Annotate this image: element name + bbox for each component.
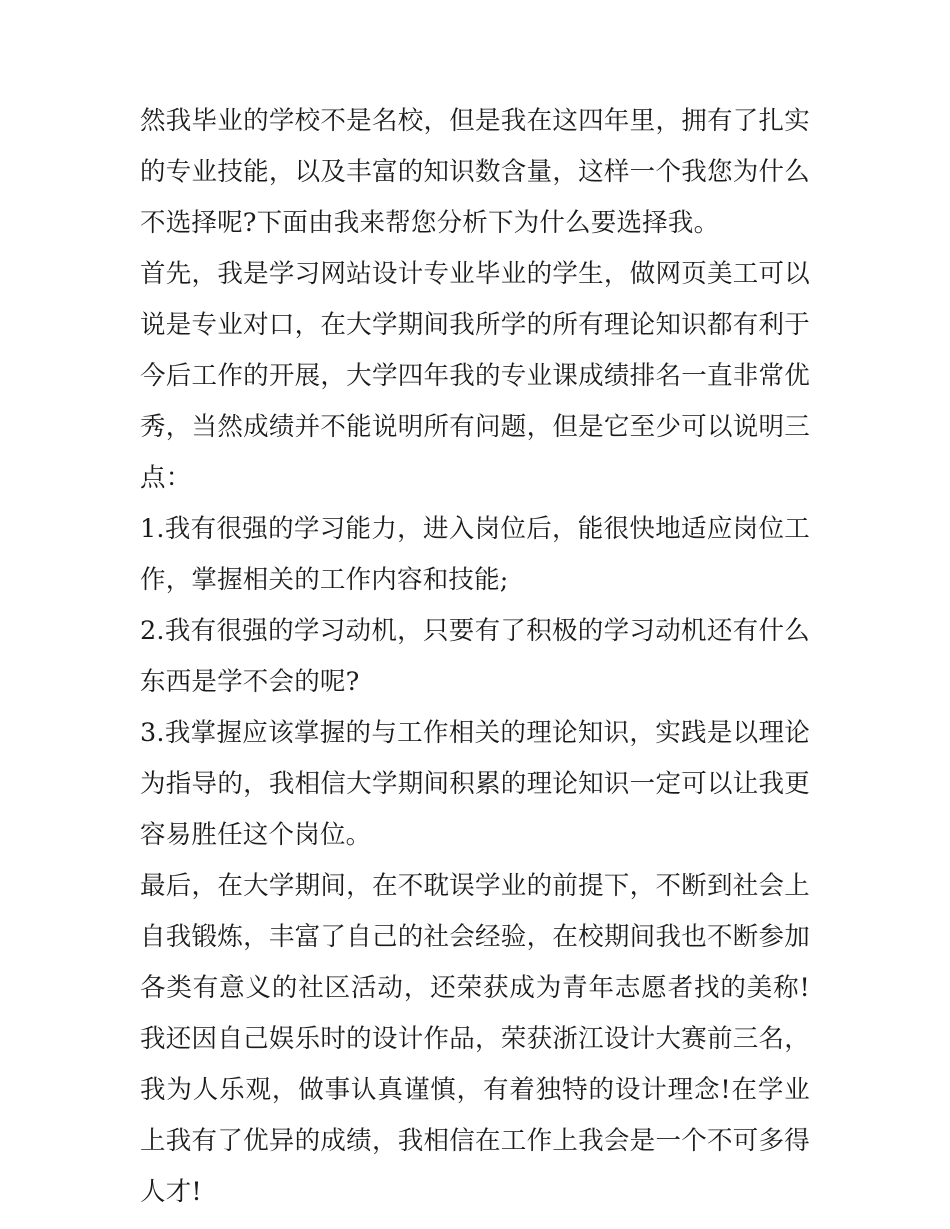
paragraph-1: 然我毕业的学校不是名校，但是我在这四年里，拥有了扎实的专业技能，以及丰富的知识数含量，这样一个我您为什么不选择呢?下面由我来帮您分析下为什么要选择我。	[140, 106, 810, 238]
document-body	[140, 96, 810, 1218]
paragraph-6: 最后，在大学期间，在不耽误学业的前提下，不断到社会上自我锻炼，丰富了自己的社会经验，在校期间我也不断参加各类有意义的社区活动，还荣获成为青年志愿者找的美称!我还因自己娱乐时的设计作品，荣获浙江设计大赛前三名，我为人乐观，做事认真谨慎，有着独特的设计理念!在学业上我有了优异的成绩，我相信在工作上我会是一个不可多得人才!	[140, 871, 810, 1207]
paragraph-2: 首先，我是学习网站设计专业毕业的学生，做网页美工可以说是专业对口，在大学期间我所学的所有理论知识都有利于今后工作的开展，大学四年我的专业课成绩排名一直非常优秀，当然成绩并不能说明所有问题，但是它至少可以说明三点：	[140, 259, 810, 493]
paragraph-5: 3.我掌握应该掌握的与工作相关的理论知识，实践是以理论为指导的，我相信大学期间积累的理论知识一定可以让我更容易胜任这个岗位。	[140, 718, 810, 850]
paragraph-3: 1.我有很强的学习能力，进入岗位后，能很快地适应岗位工作，掌握相关的工作内容和技能;	[140, 514, 810, 595]
paragraph-4: 2.我有很强的学习动机，只要有了积极的学习动机还有什么东西是学不会的呢?	[140, 616, 810, 697]
